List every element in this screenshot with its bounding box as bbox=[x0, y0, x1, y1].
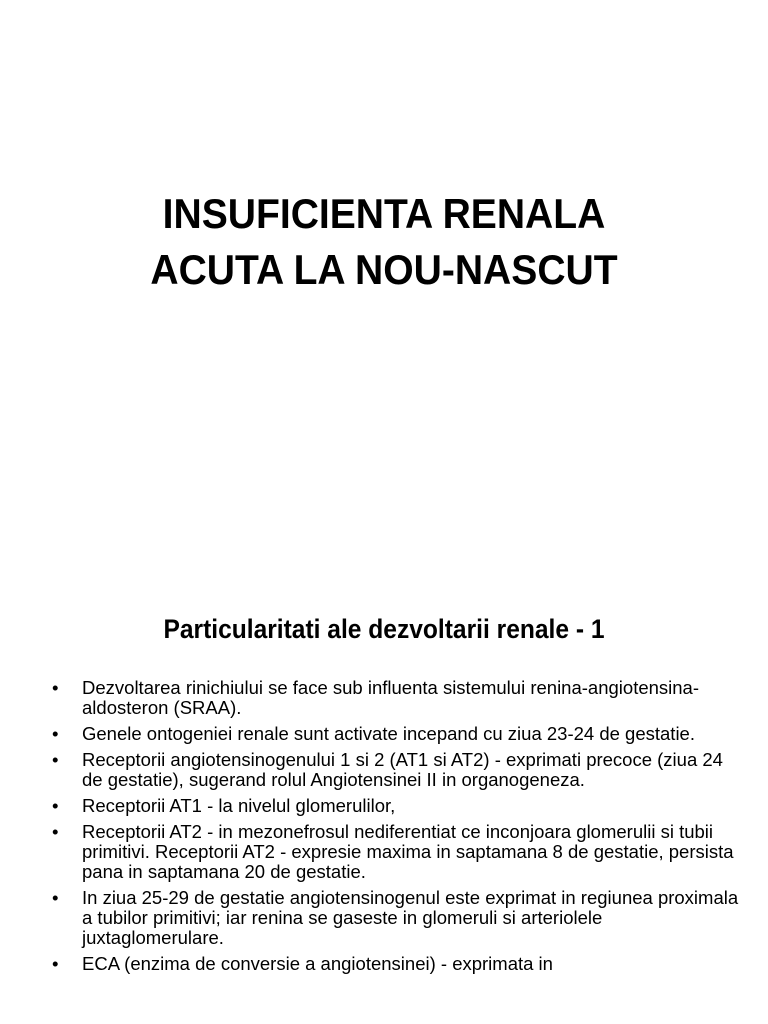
presentation-title bbox=[27, 186, 741, 298]
bullet-item bbox=[50, 796, 740, 816]
bullet-list bbox=[50, 678, 740, 980]
bullet-text: Dezvoltarea rinichiului se face sub influenta sistemului renina-angiotensina-aldosteron (SRAA). bbox=[82, 677, 700, 718]
bullet-item bbox=[50, 888, 740, 948]
bullet-item bbox=[50, 954, 740, 974]
bullet-text: In ziua 25-29 de gestatie angiotensinogenul este exprimat in regiunea proximala a tubilor primitivi; iar renina se gaseste in glomeruli si arteriolele juxtaglomerulare. bbox=[82, 887, 739, 948]
bullet-marker: • bbox=[52, 821, 59, 842]
bullet-marker: • bbox=[52, 953, 59, 974]
bullet-item bbox=[50, 750, 740, 790]
bullet-marker: • bbox=[52, 887, 59, 908]
bullet-marker: • bbox=[52, 795, 59, 816]
bullet-marker: • bbox=[52, 749, 59, 770]
presentation-title-line-1: INSUFICIENTA RENALA bbox=[162, 190, 606, 237]
bullet-marker: • bbox=[52, 677, 59, 698]
slide-heading: Particularitati ale dezvoltarii renale - 1 bbox=[163, 614, 605, 644]
content-slide bbox=[0, 578, 768, 1024]
bullet-text: Receptorii angiotensinogenului 1 si 2 (AT1 si AT2) - exprimati precoce (ziua 24 de gestatie), sugerand rolul Angiotensinei II in organogeneza. bbox=[82, 749, 723, 790]
presentation-title-line-2: ACUTA LA NOU-NASCUT bbox=[150, 246, 618, 293]
bullet-text: Genele ontogeniei renale sunt activate incepand cu ziua 23-24 de gestatie. bbox=[82, 723, 695, 744]
bullet-text: Receptorii AT2 - in mezonefrosul nediferentiat ce inconjoara glomerulii si tubii primitivi. Receptorii AT2 - expresie maxima in saptamana 8 de gestatie, persista pana in saptamana 20 de gestatie. bbox=[82, 821, 734, 882]
bullet-item bbox=[50, 724, 740, 744]
bullet-marker: • bbox=[52, 723, 59, 744]
bullet-text: Receptorii AT1 - la nivelul glomerulilor, bbox=[82, 795, 396, 816]
bullet-item bbox=[50, 678, 740, 718]
bullet-item bbox=[50, 822, 740, 882]
bullet-text: ECA (enzima de conversie a angiotensinei) - exprimata in bbox=[82, 953, 553, 974]
